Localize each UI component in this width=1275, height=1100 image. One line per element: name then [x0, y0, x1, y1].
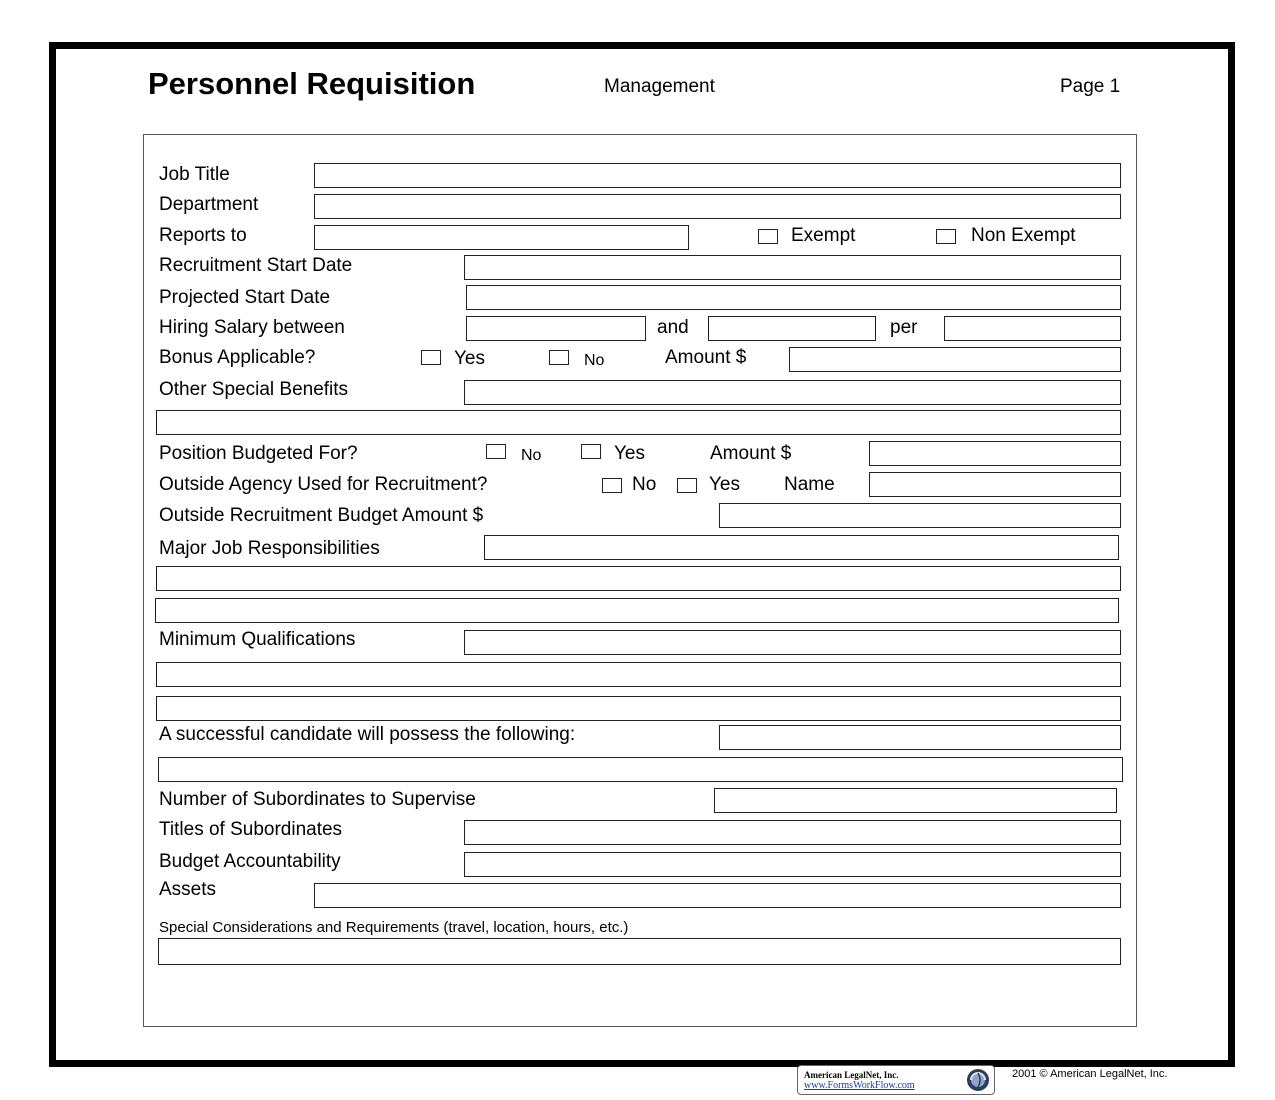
responsibilities-field-2[interactable]: [156, 566, 1121, 591]
bonus-amount-label: Amount $: [665, 347, 747, 368]
budget-accountability-label: Budget Accountability: [159, 851, 341, 872]
recruitment-budget-field[interactable]: [719, 503, 1121, 528]
budgeted-no-checkbox[interactable]: [486, 444, 506, 459]
budgeted-no-label: No: [521, 447, 542, 464]
candidate-field[interactable]: [719, 725, 1121, 750]
bonus-no-label: No: [584, 352, 605, 369]
assets-field[interactable]: [314, 883, 1121, 908]
salary-max-field[interactable]: [708, 316, 876, 341]
salary-per-field[interactable]: [944, 316, 1121, 341]
bonus-amount-field[interactable]: [789, 347, 1121, 372]
other-benefits-field-2[interactable]: [156, 410, 1121, 435]
salary-min-field[interactable]: [466, 316, 646, 341]
non-exempt-checkbox[interactable]: [936, 229, 956, 244]
special-considerations-field[interactable]: [158, 938, 1121, 965]
bonus-no-checkbox[interactable]: [549, 350, 569, 365]
projected-start-date-label: Projected Start Date: [159, 287, 331, 308]
department-field[interactable]: [314, 194, 1121, 219]
other-benefits-label: Other Special Benefits: [159, 379, 349, 400]
assets-label: Assets: [159, 879, 217, 900]
globe-icon: [966, 1068, 990, 1092]
exempt-label: Exempt: [791, 225, 856, 246]
salary-and-label: and: [657, 317, 689, 338]
subordinates-titles-field[interactable]: [464, 820, 1121, 845]
qualifications-field-3[interactable]: [156, 696, 1121, 721]
subordinates-count-field[interactable]: [714, 788, 1117, 813]
budgeted-amount-field[interactable]: [869, 441, 1121, 466]
special-considerations-label: Special Considerations and Requirements (travel, location, hours, etc.): [159, 919, 629, 936]
page-title: Personnel Requisition: [148, 66, 476, 101]
salary-per-label: per: [890, 317, 918, 338]
responsibilities-field-3[interactable]: [155, 598, 1119, 623]
projected-start-date-field[interactable]: [466, 285, 1121, 310]
agency-name-label: Name: [784, 474, 835, 495]
exempt-checkbox[interactable]: [758, 229, 778, 244]
qualifications-field[interactable]: [464, 630, 1121, 655]
qualifications-label: Minimum Qualifications: [159, 629, 356, 650]
other-benefits-field[interactable]: [464, 380, 1121, 405]
agency-no-checkbox[interactable]: [602, 478, 622, 493]
company-logo[interactable]: [797, 1065, 995, 1095]
non-exempt-label: Non Exempt: [971, 225, 1076, 246]
budgeted-yes-checkbox[interactable]: [581, 444, 601, 459]
reports-to-label: Reports to: [159, 225, 247, 246]
outside-agency-label: Outside Agency Used for Recruitment?: [159, 474, 488, 495]
job-title-label: Job Title: [159, 164, 230, 185]
candidate-label: A successful candidate will possess the following:: [159, 724, 576, 745]
hiring-salary-label: Hiring Salary between: [159, 317, 345, 338]
agency-no-label: No: [632, 474, 657, 495]
bonus-label: Bonus Applicable?: [159, 347, 316, 368]
logo-company-name: American LegalNet, Inc.: [804, 1070, 899, 1080]
recruitment-start-date-label: Recruitment Start Date: [159, 255, 353, 276]
candidate-field-2[interactable]: [158, 757, 1123, 782]
budget-accountability-field[interactable]: [464, 852, 1121, 877]
responsibilities-label: Major Job Responsibilities: [159, 538, 380, 559]
bonus-yes-checkbox[interactable]: [421, 350, 441, 365]
position-budgeted-label: Position Budgeted For?: [159, 443, 358, 464]
subordinates-count-label: Number of Subordinates to Supervise: [159, 789, 476, 810]
agency-yes-checkbox[interactable]: [677, 478, 697, 493]
job-title-field[interactable]: [314, 163, 1121, 188]
page-subtitle: Management: [604, 76, 715, 97]
qualifications-field-2[interactable]: [156, 662, 1121, 687]
agency-yes-label: Yes: [709, 474, 740, 495]
reports-to-field[interactable]: [314, 225, 689, 250]
copyright-text: 2001 © American LegalNet, Inc.: [1012, 1068, 1168, 1080]
budgeted-yes-label: Yes: [614, 443, 645, 464]
budgeted-amount-label: Amount $: [710, 443, 792, 464]
recruitment-budget-label: Outside Recruitment Budget Amount $: [159, 505, 484, 526]
agency-name-field[interactable]: [869, 472, 1121, 497]
logo-url-link[interactable]: www.FormsWorkFlow.com: [804, 1080, 915, 1091]
bonus-yes-label: Yes: [454, 348, 485, 369]
recruitment-start-date-field[interactable]: [464, 255, 1121, 280]
page-number: Page 1: [1060, 76, 1121, 97]
department-label: Department: [159, 194, 259, 215]
subordinates-titles-label: Titles of Subordinates: [159, 819, 343, 840]
responsibilities-field[interactable]: [484, 535, 1119, 560]
